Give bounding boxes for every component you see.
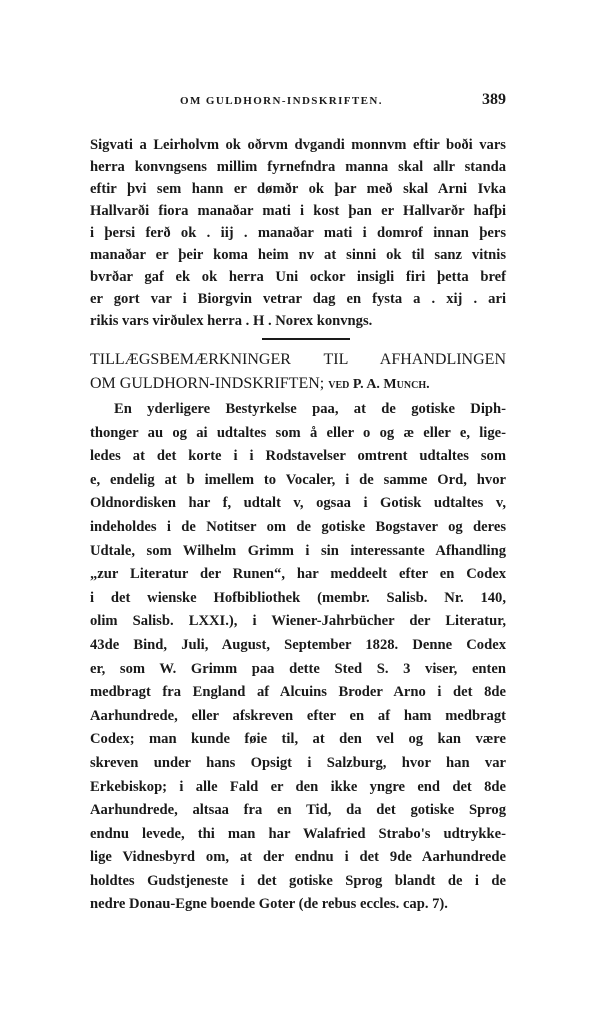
section-heading [90,348,506,396]
letter-line: er gort var i Biorgvin vetrar dag en fysta a . xij . ari [90,291,506,307]
page-number: 389 [482,91,506,108]
body-line: Aarhundrede, altsaa fra en Tid, da det gotiske Sprog [90,802,506,819]
letter-line: bvrðar gaf ek ok herra Uni ockor insigli firi þetta bref [90,269,506,285]
body-line: i det wienske Hofbibliothek (membr. Salisb. Nr. 140, [90,589,506,606]
letter-line: rikis vars virðulex herra . H . Norex konvngs. [90,313,373,329]
running-title: OM GULDHORN-INDSKRIFTEN. [180,95,383,107]
body-line: thonger au og ai udtaltes som å eller o og æ eller e, lige- [90,424,506,441]
letter-line: Sigvati a Leirholvm ok oðrvm dvgandi monnvm eftir boði vars [90,137,506,153]
body-line: Oldnordisken har f, udtalt v, ogsaa i Gotisk udtaltes v, [90,495,506,512]
body-line: Udtale, som Wilhelm Grimm i sin interessante Afhandling [90,542,506,559]
letter-line: eftir þvi sem hann er dømðr ok þar með skal Arni Ivka [90,181,506,197]
heading-byline: ved P. A. Munch. [328,377,430,392]
body-line: medbragt fra England af Alcuins Broder Arno i det 8de [90,684,506,701]
body-line: endnu levede, thi man har Walafried Strabo's udtrykke- [90,825,506,842]
body-line: Codex; man kunde føie til, at den vel og kan være [90,731,506,748]
body-line: indeholdes i de Notitser om de gotiske Bogstaver og deres [90,518,506,535]
letter-line: herra konvngsens millim fyrnefndra manna skal allr standa [90,159,506,175]
running-head [90,93,510,113]
body-line: Aarhundrede, eller afskreven efter en af ham medbragt [90,707,506,724]
section-separator-rule [262,338,350,340]
letter-text [90,134,506,332]
body-line: lige Vidnesbyrd om, at der endnu i det 9de Aarhundrede [90,849,506,866]
body-text [90,398,506,917]
heading-line-2 [90,372,506,396]
body-line: holdtes Gudstjeneste i det gotiske Sprog blandt de i de [90,872,506,889]
letter-line: manaðar er þeir koma heim nv at sinni ok til sanz vitnis [90,247,506,263]
body-line: er, som W. Grimm paa dette Sted S. 3 viser, enten [90,660,506,677]
body-line: En yderligere Bestyrkelse paa, at de gotiske Diph- [114,401,506,417]
body-line: e, endelig at b imellem to Vocaler, i de samme Ord, hvor [90,471,506,488]
body-line: nedre Donau-Egne boende Goter (de rebus eccles. cap. 7). [90,896,448,913]
body-line: 43de Bind, Juli, August, September 1828. Denne Codex [90,636,506,653]
body-line: skreven under hans Opsigt i Salzburg, hvor han var [90,754,506,771]
heading-line-1: TILLÆGSBEMÆRKNINGER TIL AFHANDLINGEN [90,351,506,368]
body-line: olim Salisb. LXXI.), i Wiener-Jahrbücher der Literatur, [90,613,506,630]
heading-title-end: OM GULDHORN-INDSKRIFTEN; [90,375,325,392]
letter-line: i þersi ferð ok . iij . manaðar mati i domrof innan þers [90,225,506,241]
body-line: ledes at det korte i i Rodstavelser omtrent udtaltes som [90,448,506,465]
letter-line: Hallvarði fiora manaðar mati i kost þan er Hallvarðr hafþi [90,203,506,219]
body-line: „zur Literatur der Runen“, har meddeelt efter en Codex [90,566,506,583]
body-line: Erkebiskop; i alle Fald er den ikke yngre end det 8de [90,778,506,795]
